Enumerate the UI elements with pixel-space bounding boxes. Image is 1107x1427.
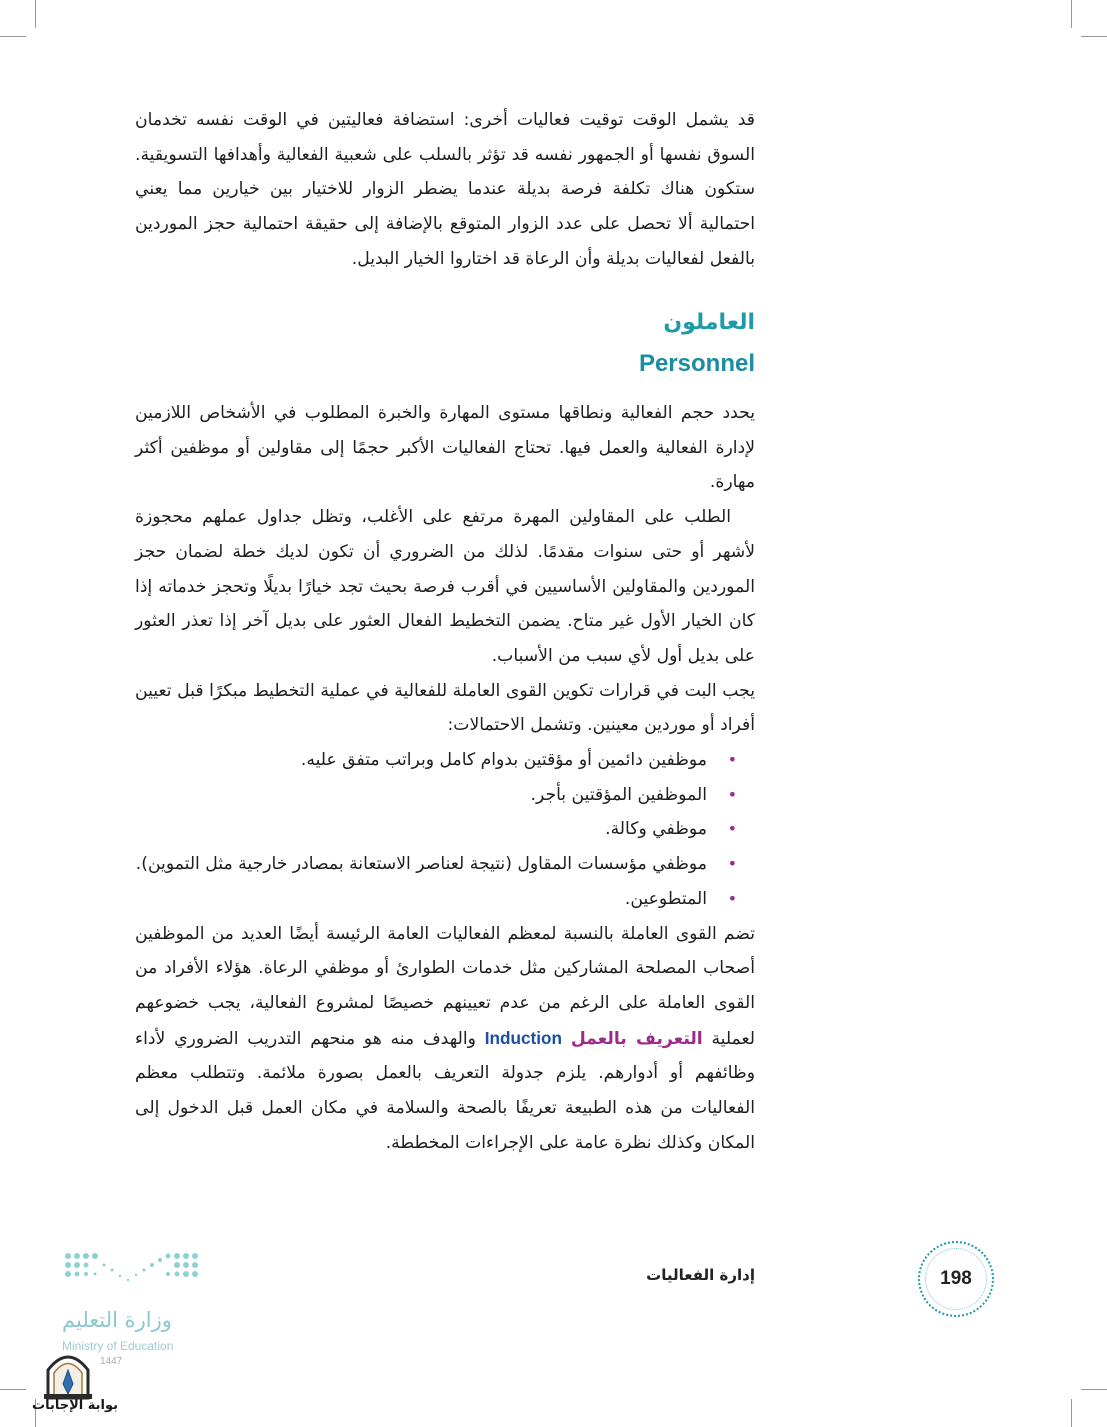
page-number: 198 (940, 1268, 972, 1289)
bullet-icon: • (727, 784, 737, 804)
crop-mark (1081, 1389, 1107, 1390)
crop-mark (0, 1389, 26, 1390)
paragraph-workforce-decisions: يجب البت في قرارات تكوين القوى العاملة للفعالية في عملية التخطيط مبكرًا قبل تعيين أفراد أو موردين معينين. وتشمل الاحتمالات: (135, 680, 755, 736)
workforce-options-list (135, 743, 755, 917)
ministry-of-education-logo-icon (60, 1250, 200, 1300)
list-item: • الموظفين المؤقتين بأجر. (135, 778, 707, 813)
crop-mark (35, 0, 36, 28)
answers-gateway-label: بوابة الإجابات (32, 1398, 118, 1413)
answers-gateway-logo-icon (40, 1348, 96, 1400)
list-item: • موظفين دائمين أو مؤقتين بدوام كامل وبراتب متفق عليه. (135, 743, 707, 778)
bullet-icon: • (727, 854, 737, 874)
intro-text-block (135, 103, 755, 277)
bullet-icon: • (727, 750, 737, 770)
list-item: • موظفي مؤسسات المقاول (نتيجة لعناصر الاستعانة بمصادر خارجية مثل التموين). (135, 847, 707, 882)
bullet-icon: • (727, 819, 737, 839)
section-title-english: Personnel (638, 350, 755, 377)
term-induction-arabic: التعريف بالعمل (570, 1028, 703, 1049)
paragraph-personnel-size: يحدد حجم الفعالية ونطاقها مستوى المهارة والخبرة المطلوب في الأشخاص اللازمين لإدارة الفعالية والعمل فيها. تحتاج الفعاليات الأكبر حجمًا إلى مقاولين أو موظفين أكثر مهارة. (135, 403, 755, 493)
crop-mark (1071, 0, 1072, 28)
section-body (135, 396, 755, 1160)
page-number-badge (918, 1241, 994, 1317)
crop-mark (0, 36, 26, 37)
footer-book-title: إدارة الفعاليات (646, 1266, 755, 1284)
crop-mark (1071, 1399, 1072, 1427)
ministry-name-english: Ministry of Education (62, 1339, 174, 1353)
ministry-name-arabic: وزارة التعليم (62, 1308, 172, 1332)
ministry-year: 1447 (100, 1356, 123, 1367)
list-item: • المتطوعين. (135, 882, 707, 917)
paragraph-induction: تضم القوى العاملة بالنسبة لمعظم الفعاليات العامة الرئيسة أيضًا العديد من الموظفين أصحاب المصلحة المشاركين مثل خدمات الطوارئ أو موظفي الرعاة. هؤلاء الأفراد من القوى العاملة على الرغم من عدم تعيينهم خصيصًا لمشروع الفعالية، يجب خضوعهم لعملية التعريف بالعمل Induction والهدف منه هو منحهم التدريب الضروري لأداء وظائفهم أو أدوارهم. يلزم جدولة التعريف بالعمل بصورة ملائمة. وتتطلب معظم الفعاليات من هذه الطبيعة تعريفًا بالصحة والسلامة في مكان العمل قبل الدخول إلى المكان وكذلك نظرة عامة على الإجراءات المخططة. (135, 923, 756, 1153)
intro-paragraph: قد يشمل الوقت توقيت فعاليات أخرى: استضافة فعاليتين في الوقت نفسه تخدمان السوق نفسها أو الجمهور نفسه قد تؤثر بالسلب على شعبية الفعالية وأهدافها التسويقية. ستكون هناك تكلفة فرصة بديلة عندما يضطر الزوار للاختيار بين خيارين مما يعني احتمالية ألا تحصل على عدد الزوار المتوقع بالإضافة إلى حقيقة احتمالية حجز الموردين بالفعل لفعاليات بديلة وأن الرعاة قد اختاروا الخيار البديل. (135, 110, 755, 269)
bullet-icon: • (727, 888, 737, 908)
list-item: • موظفي وكالة. (135, 812, 707, 847)
term-induction-english: Induction (484, 1027, 563, 1048)
crop-mark (1081, 36, 1107, 37)
section-title-arabic: العاملون (663, 310, 755, 335)
paragraph-skilled-contractors: الطلب على المقاولين المهرة مرتفع على الأغلب، وتظل جداول عملهم محجوزة لأشهر أو حتى سنوات مقدمًا. لذلك من الضروري أن تكون لديك خطة لضمان حجز الموردين والمقاولين الأساسيين في أقرب فرصة بحيث تجد خيارًا بديلًا وتحجز خدماته إذا كان الخيار الأول غير متاح. يضمن التخطيط الفعال العثور على بديل آخر إذا تعذر العثور على بديل أول لأي سبب من الأسباب. (135, 507, 755, 666)
